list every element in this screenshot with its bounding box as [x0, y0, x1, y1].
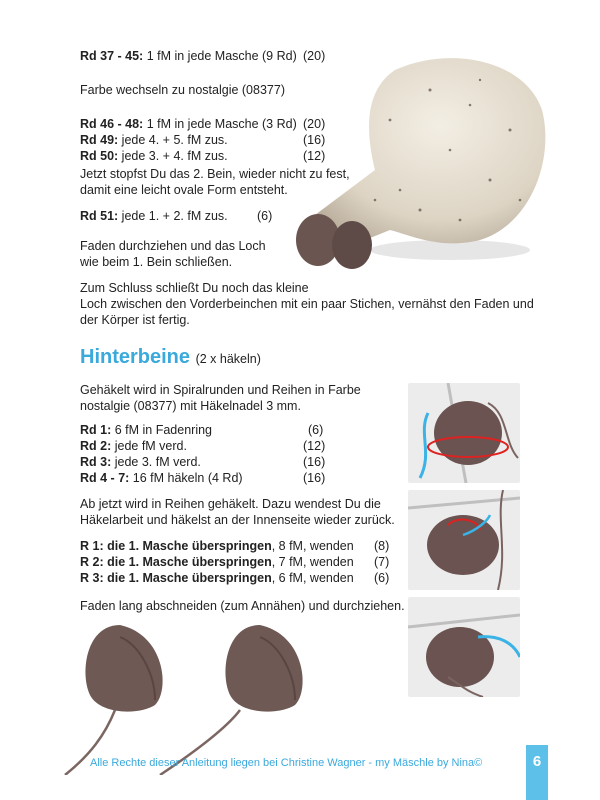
final-text-2: Loch zwischen den Vorderbeinchen mit ein paar Stichen, vernähst den Faden und [80, 297, 534, 311]
page-number: 6 [526, 745, 548, 800]
hind-row-3: R 3: die 1. Masche überspringen, 6 fM, wenden [80, 571, 354, 585]
stuff-text-1: Jetzt stopfst Du das 2. Bein, wieder nicht zu fest, [80, 167, 350, 181]
color-change-text: Farbe wechseln zu nostalgie (08377) [80, 83, 285, 97]
hind-row-1-count: (8) [374, 539, 390, 553]
final-text-1: Zum Schluss schließt Du noch das kleine [80, 281, 309, 295]
round-37-45-count: (20) [303, 49, 326, 63]
round-50-count: (12) [303, 149, 326, 163]
finish-text: Faden lang abschneiden (zum Annähen) und durchziehen. [80, 599, 405, 613]
intro-text-2: nostalgie (08377) mit Häkelnadel 3 mm. [80, 399, 301, 413]
step-photo-2 [408, 490, 520, 590]
intro-text-1: Gehäkelt wird in Spiralrunden und Reihen in Farbe [80, 383, 361, 397]
section-subtitle: (2 x häkeln) [195, 352, 261, 366]
round-46-48: Rd 46 - 48: 1 fM in jede Masche (3 Rd) [80, 117, 297, 131]
section-title: Hinterbeine (2 x häkeln) [80, 346, 261, 368]
hind-round-1: Rd 1: 6 fM in Fadenring [80, 423, 212, 437]
pull-text-1: Faden durchziehen und das Loch [80, 239, 266, 253]
hind-round-1-count: (6) [308, 423, 324, 437]
hind-row-1: R 1: die 1. Masche überspringen, 8 fM, wenden [80, 539, 354, 553]
final-text-3: der Körper ist fertig. [80, 313, 190, 327]
finished-legs-photo [60, 615, 360, 775]
hind-round-3: Rd 3: jede 3. fM verd. [80, 455, 201, 469]
leg-tip-right [332, 221, 372, 269]
round-51: Rd 51: jede 1. + 2. fM zus. [80, 209, 228, 223]
round-37-45: Rd 37 - 45: 1 fM in jede Masche (9 Rd) [80, 49, 297, 63]
hind-round-2-count: (12) [303, 439, 326, 453]
copyright-footer: Alle Rechte dieser Anleitung liegen bei Christine Wagner - my Mäschle by Nina© [90, 757, 483, 769]
round-46-48-count: (20) [303, 117, 326, 131]
hind-round-4-7: Rd 4 - 7: 16 fM häkeln (4 Rd) [80, 471, 243, 485]
step-photo-3 [408, 597, 520, 697]
round-49: Rd 49: jede 4. + 5. fM zus. [80, 133, 228, 147]
step-photo-1 [408, 383, 520, 483]
hind-round-4-7-count: (16) [303, 471, 326, 485]
rows-intro-1: Ab jetzt wird in Reihen gehäkelt. Dazu wendest Du die [80, 497, 381, 511]
hind-row-3-count: (6) [374, 571, 390, 585]
round-51-count: (6) [257, 209, 273, 223]
stuff-text-2: damit eine leicht ovale Form entsteht. [80, 183, 288, 197]
hind-round-3-count: (16) [303, 455, 326, 469]
round-50: Rd 50: jede 3. + 4. fM zus. [80, 149, 228, 163]
hind-row-2-count: (7) [374, 555, 390, 569]
round-49-count: (16) [303, 133, 326, 147]
pull-text-2: wie beim 1. Bein schließen. [80, 255, 233, 269]
crochet-body-photo [280, 50, 550, 275]
hind-round-2: Rd 2: jede fM verd. [80, 439, 187, 453]
rows-intro-2: Häkelarbeit und häkelst an der Innenseite wieder zurück. [80, 513, 395, 527]
hind-row-2: R 2: die 1. Masche überspringen, 7 fM, wenden [80, 555, 354, 569]
